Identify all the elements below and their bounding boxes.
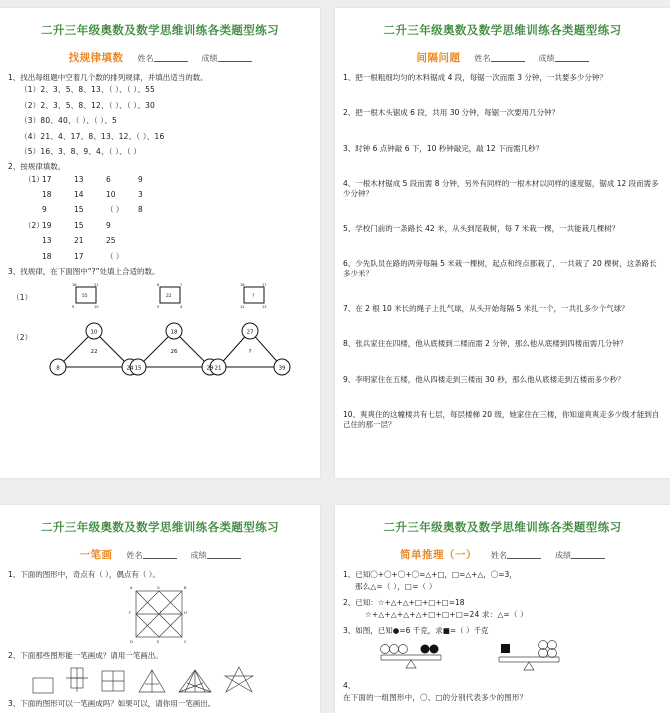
score-label-4: 成绩 <box>555 551 571 560</box>
shape-four-pane-grid-icon <box>98 667 128 695</box>
pt-label-F: F <box>129 611 132 616</box>
p2-q9: 9、李明家住在五楼，他从四楼走到三楼而 30 秒，那么他从底楼走到五楼而多少秒？ <box>343 374 625 384</box>
page-3-title <box>0 519 320 535</box>
tri1-left: 8 <box>56 365 61 372</box>
sq1-tr: 21 <box>94 283 99 288</box>
name-label-1: 姓名 <box>137 54 154 63</box>
name-blank-3 <box>143 549 177 559</box>
tri3-top: 27 <box>246 329 254 336</box>
g1-r2-c3: 10 <box>106 190 116 199</box>
tri2-top: 18 <box>170 329 178 336</box>
p2-q2: 2、把一根木头锯成 6 段，共用 30 分钟，每锯一次要用几分钟？ <box>343 108 560 118</box>
sq3-br: 13 <box>262 305 267 310</box>
score-label-1: 成绩 <box>201 54 218 63</box>
grid2-row-3 <box>24 252 310 261</box>
odd-even-points-figure <box>126 583 192 645</box>
name-field-4 <box>491 549 541 561</box>
name-field-2 <box>475 52 525 64</box>
g2-r1-c3: 9 <box>106 220 111 230</box>
g2-r3-c2: 17 <box>74 251 84 261</box>
p2-q6: 6、少先队员在路的两旁每隔 5 米栽一棵树，起点和终点都栽了，一共栽了 20 棵树，这条路长多少米？ <box>343 259 657 278</box>
p2-q3: 3、时钟 6 点钟敲 6 下，10 秒钟敲完，敲 12 下而需几秒？ <box>343 143 544 153</box>
page-4-subtitle: 简单推理（一） <box>400 549 477 561</box>
tri2-right: 29 <box>206 365 214 372</box>
p2-q1: 1、把一根粗细均匀的木料锯成 4 段，每锯一次而需 3 分钟，一共要多少分钟？ <box>343 73 607 82</box>
square-figure-1 <box>68 281 104 309</box>
p1-q1-item-4: （4）21、4、17、8、13、12、（ ）、16 <box>20 131 165 141</box>
page-4-subtitle-row <box>335 547 670 562</box>
page-3-subtitle: 一笔画 <box>79 549 113 561</box>
p4-q2-line1: 2、已知：☆+△+△+□+□+□=18 <box>343 597 465 607</box>
p3-q1-figure-wrap <box>8 583 310 645</box>
name-blank-2 <box>491 52 525 62</box>
tri3-right: 39 <box>278 365 286 372</box>
doc-title-text-2: 二升三年级奥数及数学思维训练各类题型练习 <box>383 23 622 37</box>
g1-r1-c1: 17 <box>42 174 52 184</box>
grid2-row-2 <box>24 236 310 245</box>
doc-title-text: 二升三年级奥数及数学思维训练各类题型练习 <box>41 23 279 37</box>
p1-q3-triangles-row <box>8 317 310 375</box>
pt-label-H: H <box>184 611 187 616</box>
page-2-title <box>335 22 670 38</box>
page-2-subtitle-row <box>335 50 670 65</box>
shape-triangle-fan-icon <box>176 667 214 695</box>
square-figure-3 <box>236 281 272 309</box>
score-field-4 <box>555 549 605 561</box>
worksheet-page-4[interactable] <box>335 505 670 713</box>
p3-q2: 2、下面那些图形能一笔画成？请用一笔画出。 <box>8 651 163 661</box>
doc-title-text-3: 二升三年级奥数及数学思维训练各类题型练习 <box>41 520 279 534</box>
p3-q2-figures <box>30 665 310 695</box>
g1-r2-c4: 3 <box>138 190 143 199</box>
tri2-mid: 26 <box>170 349 178 356</box>
g1-r3-c1: 9 <box>42 205 47 215</box>
p1-q1-item-2: （2）2、3、5、8、12、（ ）、（ ）、30 <box>20 100 156 110</box>
g2-r3-c1: 18 <box>42 251 52 261</box>
p1-q2-grid-2 <box>24 221 310 261</box>
p2-q7: 7、在 2 根 10 米长的绳子上扎气球，从头开始每隔 5 米扎一个，一共扎多少个气球？ <box>343 304 629 313</box>
g1-r3-c2: 15 <box>74 205 84 215</box>
grid2-spacer-3 <box>24 252 42 261</box>
sq2-tl: 6 <box>157 283 160 288</box>
page-4-title <box>335 519 670 535</box>
p3-q1: 1、下面的图形中，奇点有（ ），偶点有（ ）。 <box>8 570 161 579</box>
sq3-tl: 18 <box>240 283 245 288</box>
grid1-spacer-3 <box>24 205 42 214</box>
grid2-label: （2） <box>24 220 44 230</box>
g2-r2-c1: 13 <box>42 236 52 246</box>
sq2-tr: 7 <box>180 283 183 288</box>
square-figures <box>68 281 272 309</box>
sq3-tr: 17 <box>262 283 267 288</box>
g1-r2-c2: 14 <box>74 190 84 199</box>
page-1-subtitle: 找规律填数 <box>68 52 124 64</box>
sq1-center: 55 <box>82 294 88 300</box>
grid1-label: （1） <box>24 174 44 184</box>
grid1-row-1 <box>24 175 310 184</box>
grid1-row-2 <box>24 190 310 199</box>
name-blank-1 <box>154 52 188 62</box>
p2-q10: 10、爽爽住的这幢楼共有七层，每层楼梯 20 级，她家住在三楼，你知道爽爽走多少级才能到自己住的那一层？ <box>343 410 660 429</box>
page-3-body <box>0 562 320 713</box>
tri1-top: 10 <box>90 329 98 336</box>
pt-label-C: C <box>184 640 187 645</box>
sq2-br: 4 <box>180 305 183 310</box>
pt-label-D: D <box>130 640 133 645</box>
worksheet-page-1[interactable] <box>0 8 320 478</box>
score-field-3 <box>191 549 241 561</box>
g1-r3-c4: 8 <box>138 205 143 215</box>
p4-q2-line2: ☆+△+△+△+△+□+□+□=24 求：△=（ ） <box>365 610 528 620</box>
g2-r2-c2: 21 <box>74 236 84 246</box>
grid2-spacer-2 <box>24 236 42 245</box>
g1-r1-c4: 9 <box>138 174 143 184</box>
triangle-chain-figure <box>44 317 296 375</box>
score-label-2: 成绩 <box>538 54 555 63</box>
p1-q2-grid-1 <box>24 175 310 215</box>
p4-q3: 3、如图，已知●=6 千克，求■=（ ）千克 <box>343 625 489 635</box>
p4-q4-text: 在下面的一组图形中，〇、□的分别代表多少的图形？ <box>343 693 528 703</box>
g1-r2-c1: 18 <box>42 190 52 199</box>
shape-triangle-split-icon <box>136 667 168 695</box>
p1-q3-label-2: （2） <box>12 333 33 343</box>
p1-q2-stem: 2、按规律填数。 <box>8 162 66 172</box>
pt-label-I: I <box>160 610 162 615</box>
name-blank-4 <box>507 549 541 559</box>
page-3-subtitle-row <box>0 547 320 562</box>
p2-q8: 8、张兵家住在四楼，他从底楼到二楼而需 2 分钟，那么他从底楼到四楼而需几分钟？ <box>343 339 628 349</box>
sq2-center: 22 <box>166 294 172 300</box>
score-blank-1 <box>218 52 252 62</box>
p4-q1-line2: 那么△=（ ），□=（ ） <box>355 582 437 592</box>
g1-r1-c2: 13 <box>74 174 84 184</box>
name-label-4: 姓名 <box>491 551 507 560</box>
p1-q1-item-3: （3）80、40、（ ）、（ ）、5 <box>20 116 117 126</box>
pt-label-B: B <box>184 586 187 591</box>
p3-q3: 3、下面的图形可以一笔画成吗？如果可以，请你用一笔画出。 <box>8 698 216 708</box>
name-field-3 <box>127 549 177 561</box>
p4-q4-number: 4、 <box>343 680 356 690</box>
worksheet-page-3[interactable] <box>0 505 320 713</box>
sq3-center: ? <box>252 294 255 300</box>
score-blank-4 <box>571 549 605 559</box>
g1-r3-c3: （ ） <box>106 205 124 215</box>
shape-five-point-star-icon <box>222 665 256 695</box>
sq1-br: 10 <box>94 305 99 310</box>
p1-q3-stem: 3、找规律，在下面图中“?”处填上合适的数。 <box>8 266 160 276</box>
p1-q3-label-1: （1） <box>12 292 33 302</box>
tri3-left: 21 <box>214 365 222 372</box>
square-figure-2 <box>152 281 188 309</box>
pt-label-E: E <box>157 640 160 645</box>
tri3-mid: ? <box>248 349 252 356</box>
score-blank-2 <box>555 52 589 62</box>
score-field-2 <box>539 52 589 64</box>
g1-r1-c3: 6 <box>106 174 111 184</box>
grid1-row-3 <box>24 205 310 214</box>
p1-q1-stem: 1、找出每组题中空着几个数的排列规律，并填出适当的数。 <box>8 73 208 82</box>
score-label-3: 成绩 <box>190 551 207 560</box>
p1-q1-item-1: （1）2、3、5、8、13、（ ）、（ ）、55 <box>20 85 156 95</box>
shape-square-icon <box>30 669 56 695</box>
p4-q1-line1: 1、已知〇+〇+〇+〇=△+□，□=△+△，〇=3， <box>343 570 517 579</box>
sq1-bl: 9 <box>72 305 75 310</box>
sq1-tl: 16 <box>72 283 77 288</box>
score-field-1 <box>202 52 252 64</box>
page-1-subtitle-row <box>0 50 320 65</box>
balance-scale-1-icon <box>373 643 451 669</box>
pt-label-A: A <box>130 586 133 591</box>
pt-label-G: G <box>157 586 160 591</box>
page-1-body <box>0 65 320 375</box>
name-field-1 <box>138 52 188 64</box>
sq2-bl: 5 <box>157 305 160 310</box>
p1-q1-item-5: （5）16、3、8、9、4、（ ）、（ ） <box>20 146 142 156</box>
p2-q5: 5、学校门前的一条路长 42 米，从头到尾栽树，每 7 米栽一棵，一共能栽几棵树？ <box>343 223 620 233</box>
page-1-title <box>0 22 320 38</box>
shape-cross-grid-icon <box>64 665 90 695</box>
page-2-body <box>335 65 670 429</box>
score-blank-3 <box>207 549 241 559</box>
g2-r1-c2: 15 <box>74 220 84 230</box>
sq3-bl: 12 <box>240 305 245 310</box>
doc-title-text-4: 二升三年级奥数及数学思维训练各类题型练习 <box>383 520 622 534</box>
g2-r1-c1: 19 <box>42 220 52 230</box>
tri1-right: 24 <box>126 365 134 372</box>
tri1-mid: 22 <box>90 349 98 356</box>
name-label-3: 姓名 <box>126 551 143 560</box>
grid2-row-1 <box>24 221 310 230</box>
page-4-body <box>335 562 670 703</box>
p1-q3-squares-row <box>8 279 310 315</box>
worksheet-page-2[interactable] <box>335 8 670 478</box>
grid1-spacer-2 <box>24 190 42 199</box>
tri2-left: 15 <box>134 365 142 372</box>
page-2-subtitle: 间隔问题 <box>416 52 461 64</box>
g2-r3-c3: （ ） <box>106 251 124 261</box>
p2-q4: 4、一根木材锯成 5 段而需 8 分钟，另外有同样的一根木材以同样的速度锯，锯成 12 段而需多少分钟？ <box>343 179 659 198</box>
balance-scale-2-icon <box>491 641 569 671</box>
name-label-2: 姓名 <box>474 54 491 63</box>
g2-r2-c3: 25 <box>106 236 116 246</box>
p4-balance-figures <box>373 641 660 671</box>
